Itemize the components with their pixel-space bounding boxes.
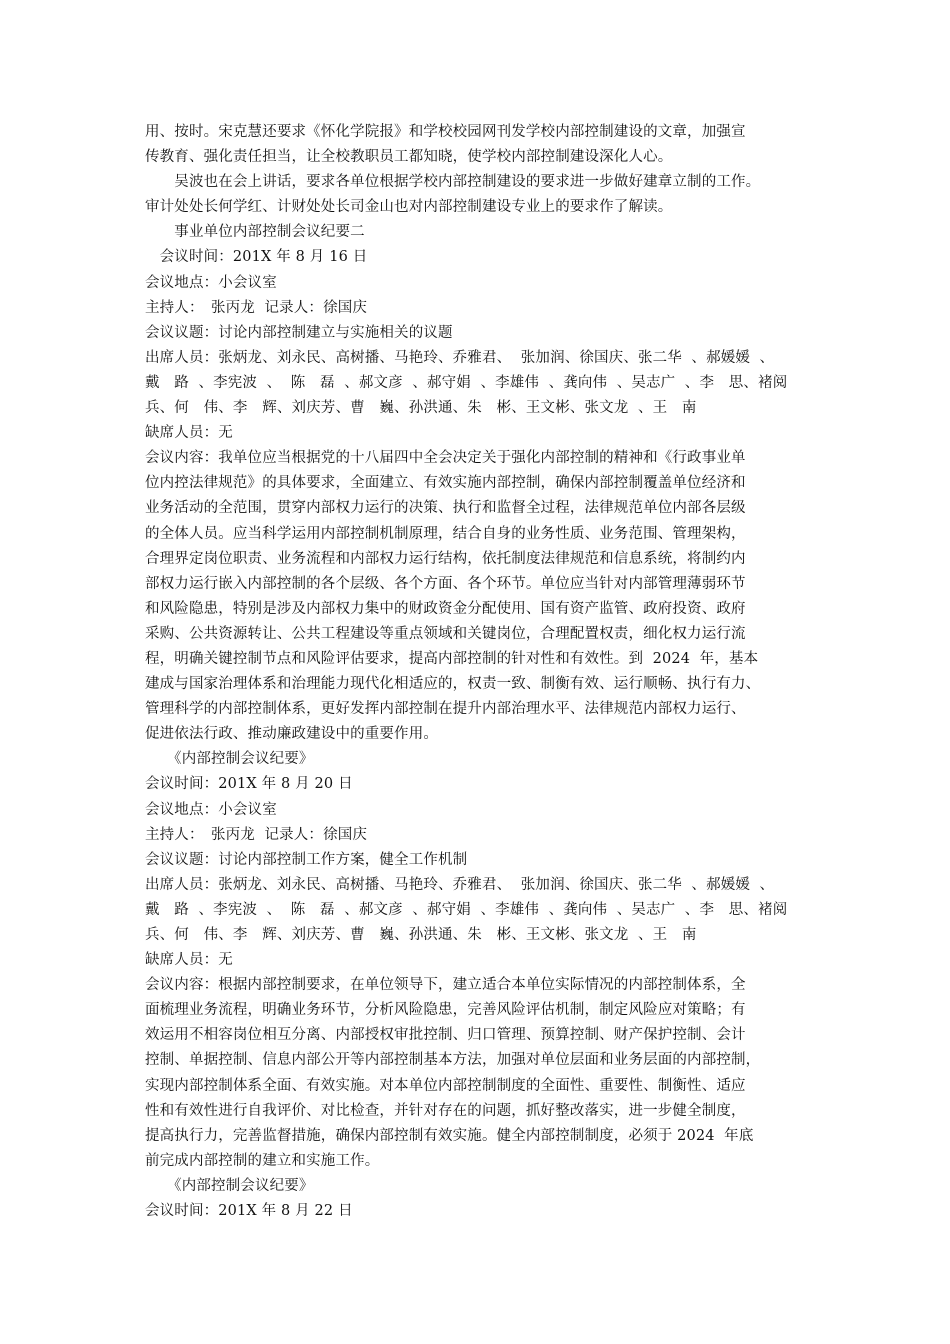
- attendees-line: 戴 路 、李宪波 、 陈 磊 、郝文彦 、郝守娟 、李雄伟 、龚向伟 、吴志广 、李 思、褚阅: [145, 374, 788, 391]
- absentees-line: 缺席人员：无: [145, 952, 233, 969]
- meeting-host: 主持人： 张丙龙 记录人：徐国庆: [145, 826, 368, 843]
- content-line: 建成与国家治理体系和治理能力现代化相适应的，权责一致、制衡有效、运行顺畅、执行有力、: [145, 676, 761, 693]
- meeting-time: 会议时间：201X 年 8 月 22 日: [145, 1203, 353, 1220]
- content-line: 管理科学的内部控制体系，更好发挥内部控制在提升内部治理水平、法律规范内部权力运行、: [145, 701, 746, 718]
- content-line: 采购、公共资源转让、公共工程建设等重点领域和关键岗位，合理配置权责，细化权力运行流: [145, 625, 746, 642]
- content-line: 实现内部控制体系全面、有效实施。对本单位内部控制制度的全面性、重要性、制衡性、适应: [145, 1077, 746, 1094]
- meeting-topic: 会议议题：讨论内部控制建立与实施相关的议题: [145, 324, 453, 341]
- section-title: 事业单位内部控制会议纪要二: [145, 224, 365, 241]
- content-line: 业务活动的全范围，贯穿内部权力运行的决策、执行和监督全过程，法律规范单位内部各层级: [145, 500, 746, 517]
- content-line: 提高执行力，完善监督措施，确保内部控制有效实施。健全内部控制制度，必须于 2024 年底: [145, 1127, 754, 1144]
- document-page: [145, 120, 825, 1224]
- text-line: 吴波也在会上讲话，要求各单位根据学校内部控制建设的要求进一步做好建章立制的工作。: [145, 174, 761, 191]
- content-line: 的全体人员。应当科学运用内部控制机制原理，结合自身的业务性质、业务范围、管理架构，: [145, 525, 746, 542]
- attendees-line: 兵、何 伟、李 辉、刘庆芳、曹 巍、孙洪通、朱 彬、王文彬、张文龙 、王 南: [145, 927, 697, 943]
- meeting-location: 会议地点：小会议室: [145, 274, 277, 291]
- text-line: 审计处处长何学红、计财处处长司金山也对内部控制建设专业上的要求作了解读。: [145, 199, 673, 216]
- attendees-line: 出席人员：张炳龙、刘永民、高树播、马艳玲、乔雅君、 张加润、徐国庆、张二华 、郝媛媛 、: [145, 876, 775, 893]
- content-line: 面梳理业务流程，明确业务环节，分析风险隐患，完善风险评估机制，制定风险应对策略；有: [145, 1002, 746, 1019]
- section-title: 《内部控制会议纪要》: [145, 751, 314, 768]
- content-line: 和风险隐患，特别是涉及内部权力集中的财政资金分配使用、国有资产监管、政府投资、政府: [145, 600, 746, 617]
- meeting-host: 主持人： 张丙龙 记录人：徐国庆: [145, 299, 368, 316]
- absentees-line: 缺席人员：无: [145, 425, 233, 442]
- content-line: 位内控法律规范》的具体要求，全面建立、有效实施内部控制，确保内部控制覆盖单位经济和: [145, 475, 746, 492]
- meeting-time: 会议时间：201X 年 8 月 20 日: [145, 776, 353, 793]
- content-line: 合理界定岗位职责、业务流程和内部权力运行结构，依托制度法律规范和信息系统，将制约内: [145, 550, 746, 567]
- content-line: 会议内容：我单位应当根据党的十八届四中全会决定关于强化内部控制的精神和《行政事业单: [145, 450, 746, 467]
- section-title: 《内部控制会议纪要》: [145, 1177, 314, 1194]
- attendees-line: 出席人员：张炳龙、刘永民、高树播、马艳玲、乔雅君、 张加润、徐国庆、张二华 、郝媛媛 、: [145, 349, 775, 366]
- content-line: 性和有效性进行自我评价、对比检查，并针对存在的问题，抓好整改落实，进一步健全制度，: [145, 1102, 746, 1119]
- content-line: 部权力运行嵌入内部控制的各个层级、各个方面、各个环节。单位应当针对内部管理薄弱环节: [145, 575, 746, 592]
- content-line: 会议内容：根据内部控制要求，在单位领导下，建立适合本单位实际情况的内部控制体系，全: [145, 977, 746, 994]
- content-line: 效运用不相容岗位相互分离、内部授权审批控制、归口管理、预算控制、财产保护控制、会计: [145, 1027, 746, 1044]
- attendees-line: 戴 路 、李宪波 、 陈 磊 、郝文彦 、郝守娟 、李雄伟 、龚向伟 、吴志广 、李 思、褚阅: [145, 901, 788, 918]
- content-line: 促进依法行政、推动廉政建设中的重要作用。: [145, 726, 438, 743]
- attendees-line: 兵、何 伟、李 辉、刘庆芳、曹 巍、孙洪通、朱 彬、王文彬、张文龙 、王 南: [145, 400, 697, 417]
- content-line: 前完成内部控制的建立和实施工作。: [145, 1152, 380, 1169]
- content-line: 控制、单据控制、信息内部公开等内部控制基本方法，加强对单位层面和业务层面的内部控制，: [145, 1052, 761, 1069]
- text-line: 传教育、强化责任担当，让全校教职员工都知晓，使学校内部控制建设深化人心。: [145, 149, 673, 166]
- text-line: 用、按时。宋克慧还要求《怀化学院报》和学校校园网刊发学校内部控制建设的文章，加强宣: [145, 124, 746, 140]
- meeting-time: 会议时间：201X 年 8 月 16 日: [145, 249, 368, 266]
- meeting-location: 会议地点：小会议室: [145, 801, 277, 818]
- content-line: 程，明确关键控制节点和风险评估要求，提高内部控制的针对性和有效性。到 2024 年，基本: [145, 650, 759, 667]
- meeting-topic: 会议议题：讨论内部控制工作方案，健全工作机制: [145, 851, 468, 868]
